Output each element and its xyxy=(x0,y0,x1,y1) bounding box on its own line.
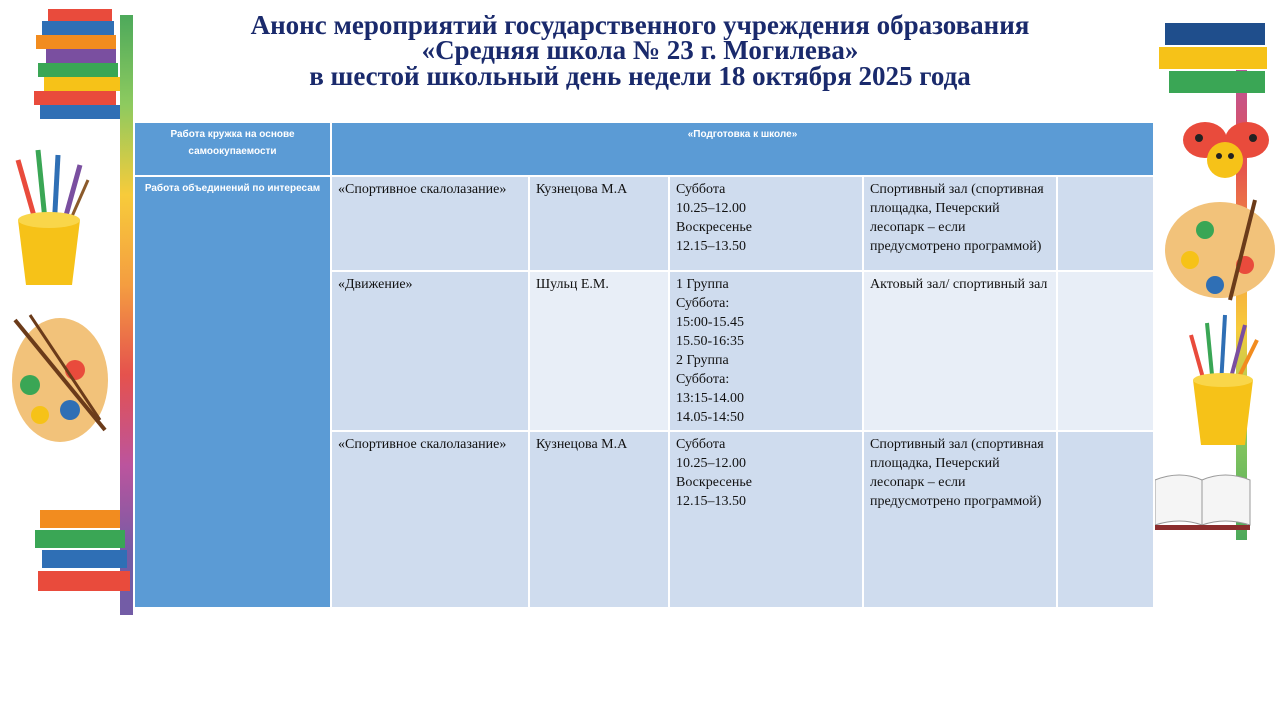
teacher-cell: Кузнецова М.А xyxy=(529,176,669,271)
time-line: Воскресенье xyxy=(676,220,752,235)
extra-cell xyxy=(1057,431,1154,608)
time-line: Суббота: xyxy=(676,372,730,387)
teacher-cell: Кузнецова М.А xyxy=(529,431,669,608)
time-line: 10.25–12.00 xyxy=(676,201,746,216)
open-book-icon xyxy=(1150,465,1255,535)
time-line: Суббота xyxy=(676,437,726,452)
pencil-cup-icon xyxy=(8,140,98,290)
table-header-row xyxy=(134,122,1154,176)
title-line-1: Анонс мероприятий государственного учреждения образования xyxy=(250,10,1030,40)
time-cell xyxy=(669,176,863,271)
palette-right-icon xyxy=(1160,190,1280,310)
time-line: Воскресенье xyxy=(676,475,752,490)
extra-cell xyxy=(1057,176,1154,271)
side-label-cell: Работа объединений по интересам xyxy=(134,176,331,608)
time-line: 1 Группа xyxy=(676,277,729,292)
teacher-cell: Шульц Е.М. xyxy=(529,271,669,431)
time-line: 12.15–13.50 xyxy=(676,494,746,509)
time-cell xyxy=(669,431,863,608)
place-cell: Актовый зал/ спортивный зал xyxy=(863,271,1057,431)
schedule-table xyxy=(133,121,1155,609)
table-row xyxy=(134,176,1154,271)
ladybug-icon xyxy=(1175,110,1275,190)
book-stack-icon xyxy=(20,5,130,130)
activity-cell: «Движение» xyxy=(331,271,529,431)
time-line: 15.50-16:35 xyxy=(676,334,745,349)
books-right-icon xyxy=(1155,15,1275,110)
header-program-cell: «Подготовка к школе» xyxy=(331,122,1154,176)
paint-palette-icon xyxy=(5,310,115,450)
page-title xyxy=(140,12,1140,91)
header-category-cell: Работа кружка на основе самоокупаемости xyxy=(134,122,331,176)
time-line: Суббота: xyxy=(676,296,730,311)
time-cell xyxy=(669,271,863,431)
title-line-2: «Средняя школа № 23 г. Могилева» xyxy=(421,35,859,65)
pencil-cup-right-icon xyxy=(1185,305,1265,450)
place-cell: Спортивный зал (спортивная площадка, Печерский лесопарк – если предусмотрено программой) xyxy=(863,431,1057,608)
title-line-3: в шестой школьный день недели 18 октября 2025 года xyxy=(309,61,971,91)
book-stack-bottom-icon xyxy=(30,505,135,600)
time-line: 15:00-15.45 xyxy=(676,315,745,330)
activity-cell: «Спортивное скалолазание» xyxy=(331,431,529,608)
extra-cell xyxy=(1057,271,1154,431)
activity-cell: «Спортивное скалолазание» xyxy=(331,176,529,271)
time-line: 12.15–13.50 xyxy=(676,239,746,254)
time-line: Суббота xyxy=(676,182,726,197)
time-line: 13:15-14.00 xyxy=(676,391,745,406)
time-line: 10.25–12.00 xyxy=(676,456,746,471)
place-cell: Спортивный зал (спортивная площадка, Печерский лесопарк – если предусмотрено программой) xyxy=(863,176,1057,271)
time-line: 2 Группа xyxy=(676,353,729,368)
time-line: 14.05-14:50 xyxy=(676,410,745,425)
